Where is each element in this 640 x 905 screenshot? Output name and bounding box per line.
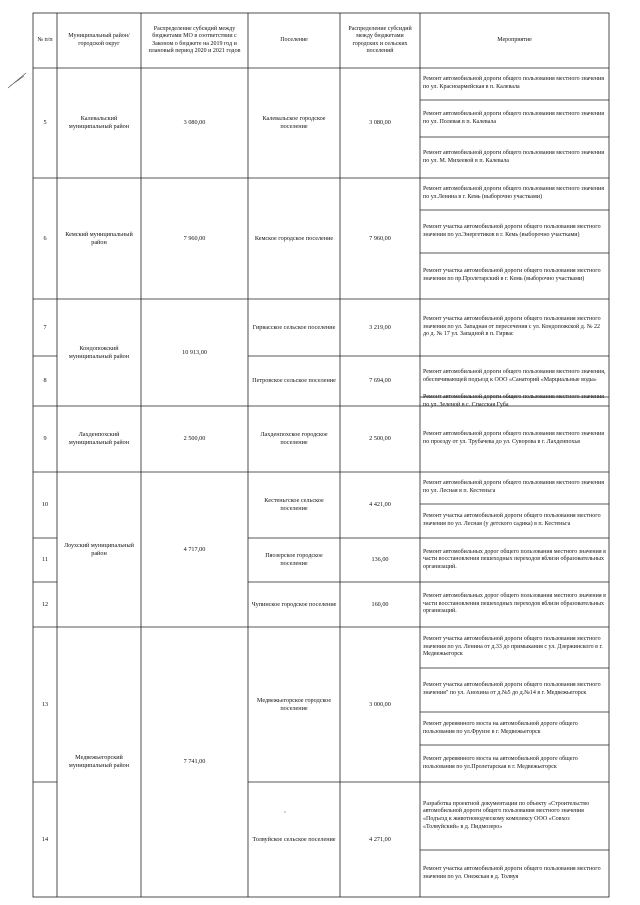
settlement-amount: 3 080,00 <box>369 119 391 126</box>
district-name: Калевальский муниципальный район <box>68 115 130 130</box>
header-district: Муниципальный район/городской округ <box>68 33 130 47</box>
settlement-name: Гирвасское сельское поселение <box>252 323 336 331</box>
pen-mark <box>6 70 30 90</box>
settlement-amount: 136,00 <box>371 556 389 563</box>
activity-item: Ремонт участка автомобильной дороги общего пользования местного значения по ул. Лесная (у детского садика) в п. Кестеньга <box>423 513 601 527</box>
row-number: 13 <box>41 700 49 708</box>
row-number: 12 <box>41 600 49 608</box>
settlement-name: Толвуйское сельское поселение <box>252 835 336 843</box>
settlement-amount: 160,00 <box>371 600 389 608</box>
row-number: 10 <box>41 501 49 508</box>
district-amount: 3 080,00 <box>183 119 206 126</box>
settlement-amount: 7 960,00 <box>369 234 391 242</box>
district-amount: 2 500,00 <box>183 435 206 442</box>
row-number: 7 <box>43 323 47 331</box>
activity-item: Ремонт автомобильной дороги общего пользования местного значения по ул. Зеленой в с. Спасская Губа <box>423 393 604 408</box>
settlement-name: Кемское городское поселение <box>254 234 334 242</box>
activity-item: Ремонт деревянного моста на автомобильной дороге общего пользования по ул.Пролетарская в г. Медвежьегорск <box>423 755 578 770</box>
activity-item: Ремонт участка автомобильной дороги общего пользования местного значения по ул. Онежская в д. Толвуя <box>423 865 601 880</box>
district-name: Лоухский муниципальный район <box>64 541 134 557</box>
district-amount: 7 741,00 <box>183 758 206 765</box>
settlement-amount: 3 000,00 <box>369 700 391 708</box>
activity-item: Ремонт автомобильной дороги общего пользования местного значения по ул. Красноармейская в п. Калевала <box>423 76 604 90</box>
district-name: Лахденпохский муниципальный район <box>68 431 130 446</box>
activity-item: Ремонт автомобильных дорог общего пользования местного значения в части восстановления пешеходных переходов вблизи образовательных организаций. <box>423 593 606 615</box>
row-number: 8 <box>43 377 47 384</box>
district-amount: 7 960,00 <box>183 234 206 242</box>
activity-item: Ремонт участка автомобильной дороги общего пользования местного значения по ул. Западная от пересечения с ул. Кондопожской д. № 22 до д. № 17 ул. Западной в п. Гирвас <box>423 316 601 338</box>
activity-item: Ремонт участка автомобильной дороги общего пользования местного значения" по ул. Анохина от д.№5 до д.№14 в г. Медвежьегорск <box>423 682 601 696</box>
activity-item: Ремонт автомобильной дороги общего пользования местного значения по проезду от ул. Трубачева до ул. Суворова в г. Лахденпохья <box>423 431 604 445</box>
header-settlement: Поселение <box>280 36 308 43</box>
activity-item: Ремонт участка автомобильной дороги общего пользования местного значения по ул.Энергетиков в г. Кемь (выборочно участками) <box>423 223 601 238</box>
activity-item: Ремонт участка автомобильной дороги общего пользования местного значения по ул. Ленина от д.33 до примыкания с ул. Дзержинского в г. Медвежьегорск <box>423 636 603 658</box>
activity-item: Ремонт автомобильной дороги общего пользования местного значения, обеспечивающей подъезд к ООО «Санаторий «Марциальные воды» <box>423 368 606 383</box>
activity-item: Ремонт автомобильной дороги общего пользования местного значения по ул. М. Михеевой в п. Калевала <box>423 149 604 164</box>
activity-item: Разработка проектной документации по объекту «Строительство автомобильной дороги общего пользования местного значения «Подъезд к животноводческому комплексу ООО «Совхоз «Толвуйский» в д. Пидмозеро» <box>423 800 590 830</box>
activity-item: Ремонт автомобильной дороги общего пользования местного значения по ул. Лесная в п. Кестеньга <box>423 480 604 494</box>
activity-item: Ремонт автомобильных дорог общего пользования местного значения в части восстановления пешеходных переходов вблизи образовательных организаций. <box>423 548 606 570</box>
header-num: № п/п <box>37 36 53 43</box>
settlement-name: Медвежьегорское городское поселение <box>256 696 332 712</box>
settlement-name: Кестеньгское сельское поселение <box>264 497 324 512</box>
row-number: 5 <box>43 119 47 126</box>
district-name: Кондопожский муниципальный район <box>68 344 130 360</box>
settlement-name: Петровское сельское поселение <box>252 377 336 384</box>
header-subsidy-district: Распределение субсидий между бюджетами МО в соответствии с Законом о бюджете на 2019 год и плановый период 2020 и 2021 годов <box>148 25 241 54</box>
settlement-name: Чупинское городское поселение <box>251 600 337 608</box>
settlement-name: Пяозерское городское поселение <box>265 552 323 567</box>
district-name: Кемский муниципальный район <box>65 230 133 246</box>
district-amount: 4 717,00 <box>183 545 206 553</box>
row-number: 14 <box>41 835 49 843</box>
settlement-amount: 4 271,00 <box>369 835 391 843</box>
stray-dot: · <box>283 808 287 817</box>
settlement-amount: 4 421,00 <box>369 501 391 508</box>
settlement-amount: 7 694,00 <box>369 377 391 384</box>
activity-item: Ремонт деревянного моста на автомобильной дороге общего пользования по ул.Фрунзе в г. Медвежьегорск <box>423 720 578 735</box>
district-amount: 10 913,00 <box>182 348 207 356</box>
row-number: 9 <box>43 435 47 442</box>
header-subsidy-settlement: Распределение субсидий между бюджетами городских и сельских поселений <box>348 25 412 54</box>
activity-item: Ремонт участка автомобильной дороги общего пользования местного значения по пр.Пролетарский в г. Кемь (выборочно участками) <box>423 268 601 282</box>
activity-item: Ремонт автомобильной дороги общего пользования местного значения по ул. Полевая в п. Калевала <box>423 110 604 125</box>
district-name: Медвежьегорский муниципальный район <box>68 754 130 769</box>
row-number: 6 <box>43 234 47 242</box>
activity-item: Ремонт автомобильной дороги общего пользования местного значения по ул.Ленина в г. Кемь (выборочно участками) <box>423 186 604 200</box>
row-number: 11 <box>42 556 48 563</box>
settlement-amount: 2 500,00 <box>369 435 391 442</box>
header-activity: Мероприятие <box>497 36 532 43</box>
settlement-amount: 3 219,00 <box>369 323 391 331</box>
settlement-name: Калевальское городское поселение <box>262 115 326 130</box>
settlement-name: Лахденпохское городское поселение <box>260 431 328 446</box>
